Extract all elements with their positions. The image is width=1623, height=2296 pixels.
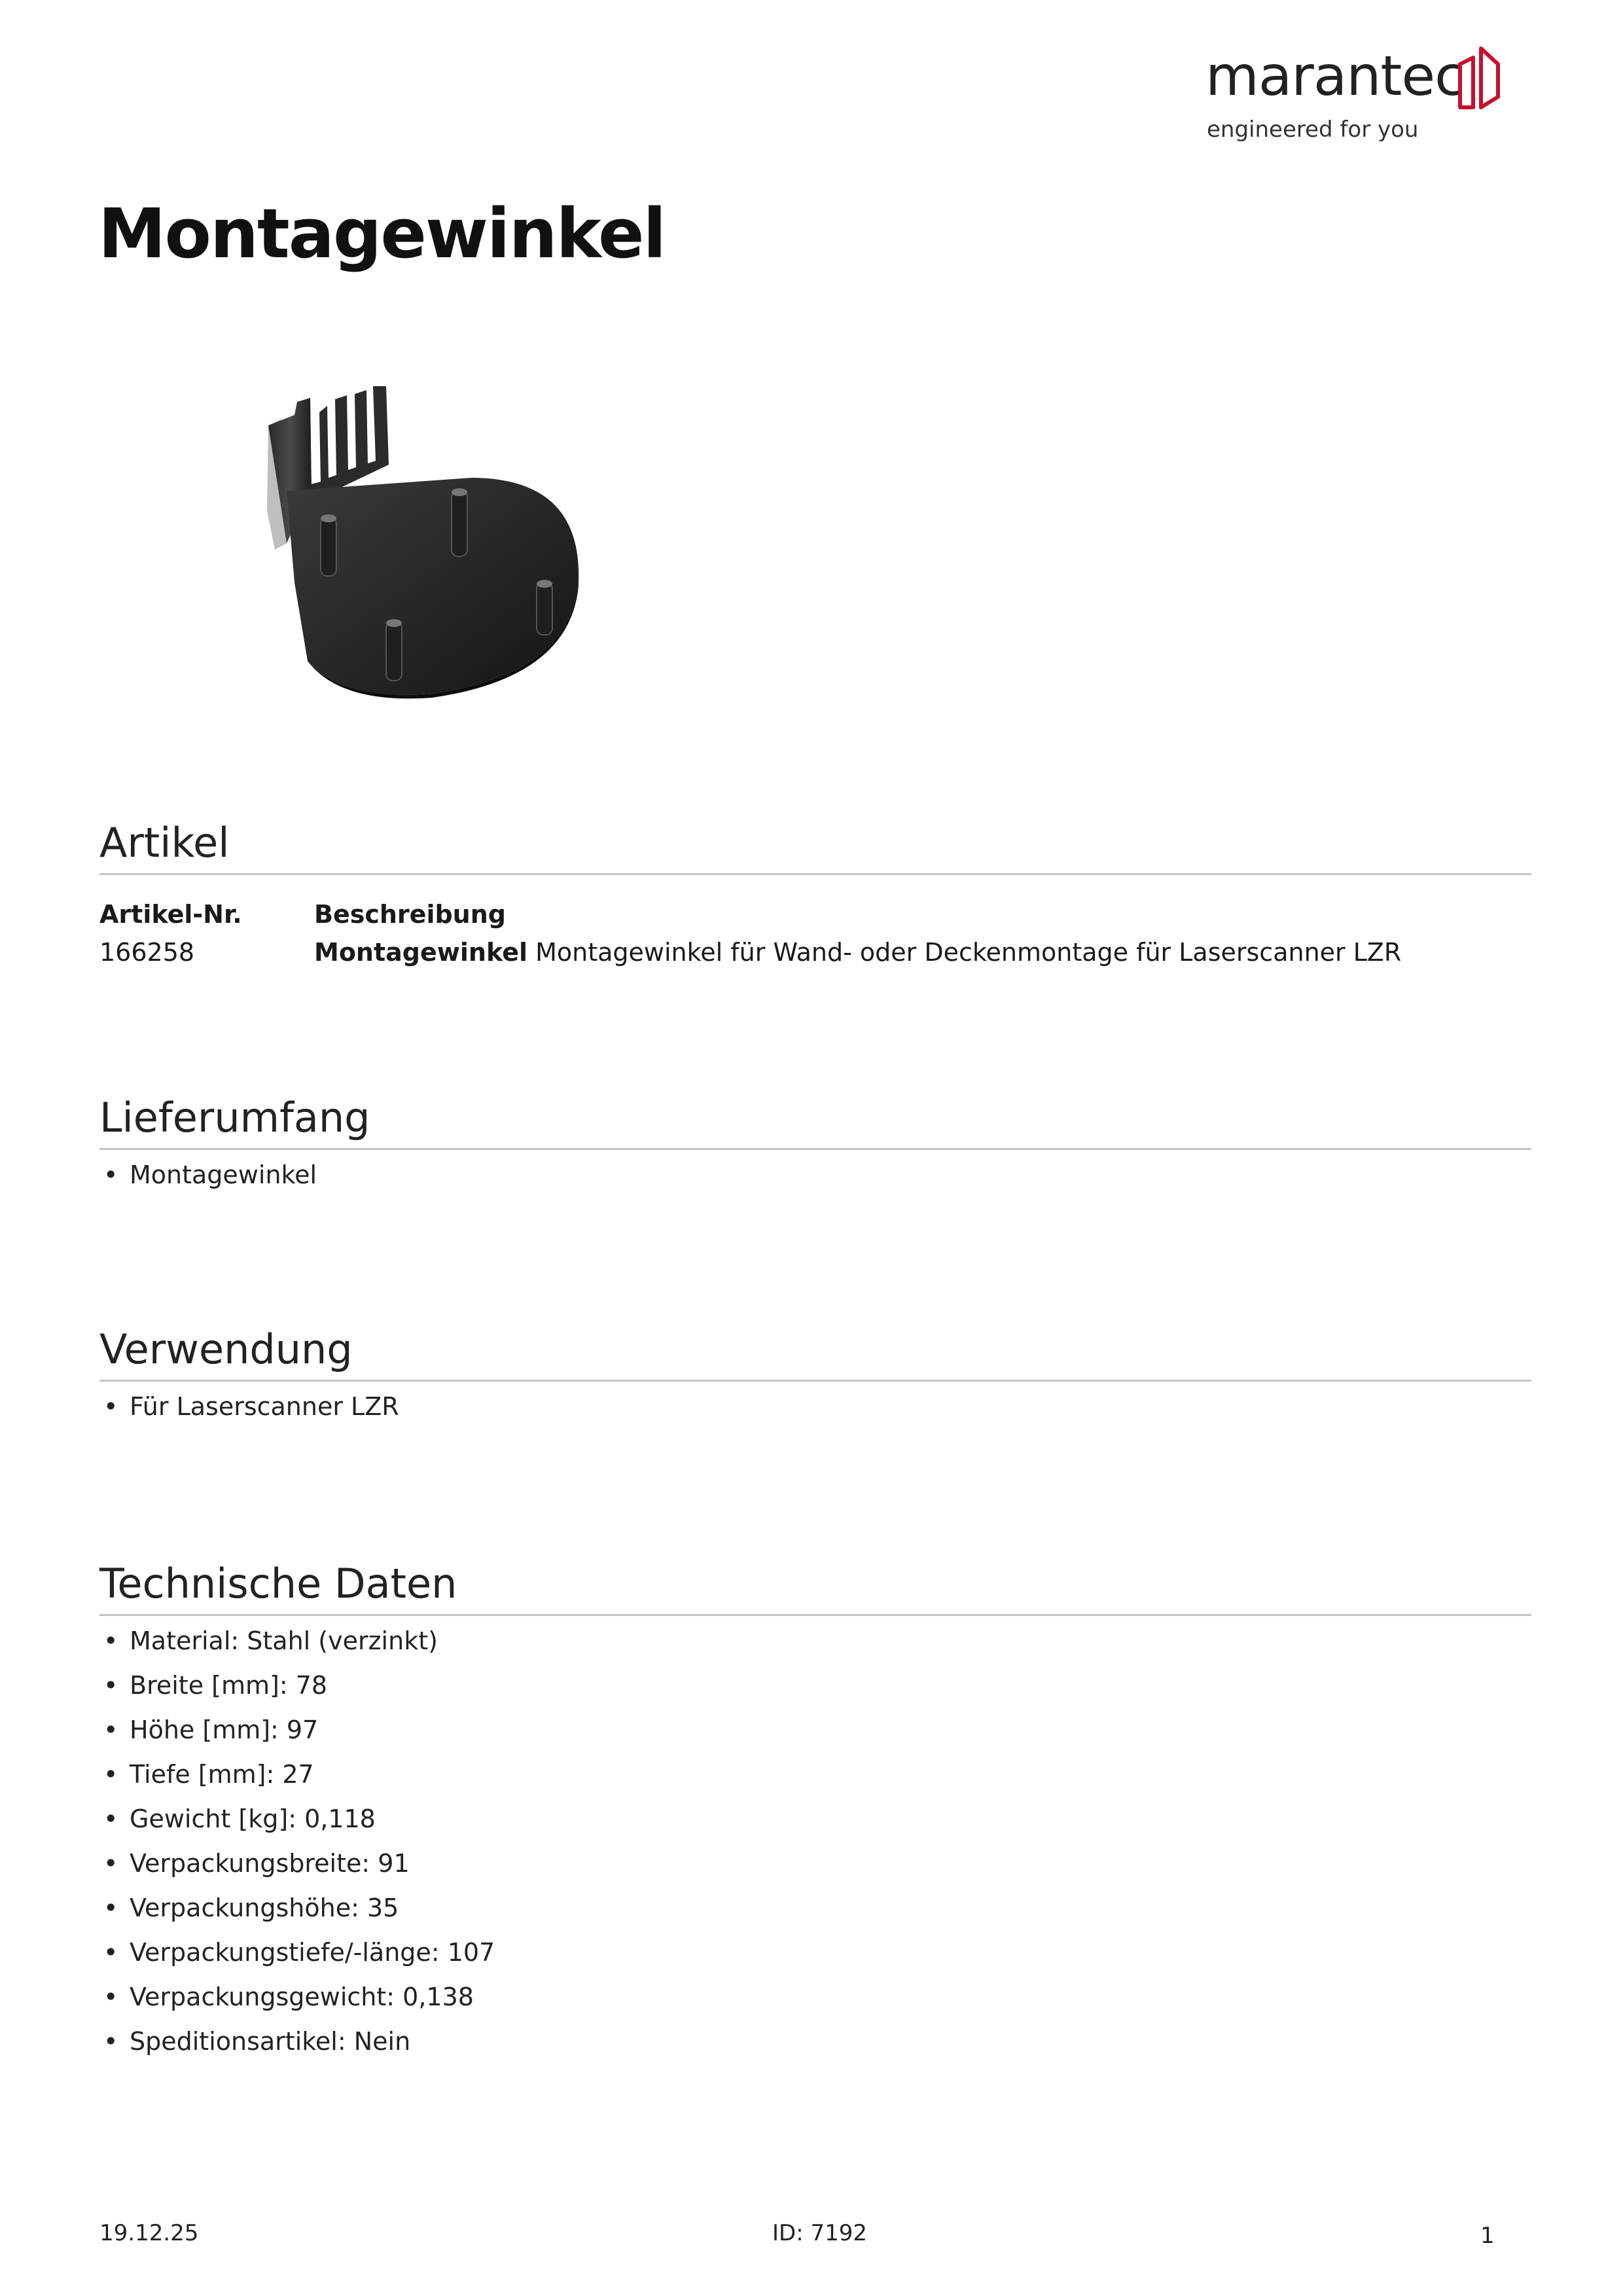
list-item: • Tiefe [mm]: 27 [99, 1752, 1531, 1797]
article-table [99, 895, 1531, 971]
section-heading-lieferumfang: Lieferumfang [99, 1094, 370, 1141]
section-verwendung [99, 1323, 1531, 1429]
article-number: 166258 [99, 938, 195, 967]
list-item: • Montagewinkel [99, 1153, 1531, 1197]
column-header-article-number: Artikel-Nr. [99, 900, 242, 929]
technische-daten-list [99, 1619, 1531, 2064]
section-heading-technische-daten: Technische Daten [99, 1560, 457, 1607]
footer-date: 19.12.25 [99, 2220, 199, 2246]
mounting-bracket-photo-icon [255, 386, 596, 700]
list-item: • Breite [mm]: 78 [99, 1663, 1531, 1708]
list-item: • Verpackungsbreite: 91 [99, 1841, 1531, 1886]
marantec-logo-mark-icon [1456, 45, 1502, 113]
section-lieferumfang [99, 1092, 1531, 1197]
verwendung-list [99, 1384, 1531, 1429]
brand-tagline: engineered for you [1207, 117, 1419, 143]
list-item: • Material: Stahl (verzinkt) [99, 1619, 1531, 1663]
footer-id: ID: 7192 [772, 2220, 867, 2246]
footer-page-number: 1 [1480, 2223, 1495, 2249]
page-title: Montagewinkel [98, 194, 666, 274]
section-divider [99, 1148, 1531, 1150]
list-item: • Für Laserscanner LZR [99, 1384, 1531, 1429]
section-heading-artikel: Artikel [99, 819, 230, 867]
section-divider [99, 1380, 1531, 1382]
section-artikel [99, 817, 1531, 875]
list-item: • Verpackungshöhe: 35 [99, 1886, 1531, 1930]
brand-logo [1205, 43, 1507, 148]
section-heading-verwendung: Verwendung [99, 1325, 353, 1373]
article-name: Montagewinkel [314, 938, 527, 967]
list-item: • Verpackungstiefe/-länge: 107 [99, 1930, 1531, 1975]
list-item: • Speditionsartikel: Nein [99, 2019, 1531, 2064]
column-header-description: Beschreibung [314, 900, 506, 929]
section-technische-daten [99, 1558, 1531, 2064]
list-item: • Verpackungsgewicht: 0,138 [99, 1975, 1531, 2019]
article-description-cell [314, 933, 1401, 971]
article-table-header [99, 895, 1531, 933]
brand-name: marantec [1205, 44, 1465, 108]
section-divider [99, 873, 1531, 875]
article-description: Montagewinkel für Wand- oder Deckenmontage für Laserscanner LZR [535, 938, 1402, 967]
list-item: • Gewicht [kg]: 0,118 [99, 1797, 1531, 1841]
lieferumfang-list [99, 1153, 1531, 1197]
table-row [99, 933, 1531, 971]
list-item: • Höhe [mm]: 97 [99, 1708, 1531, 1752]
section-divider [99, 1614, 1531, 1616]
